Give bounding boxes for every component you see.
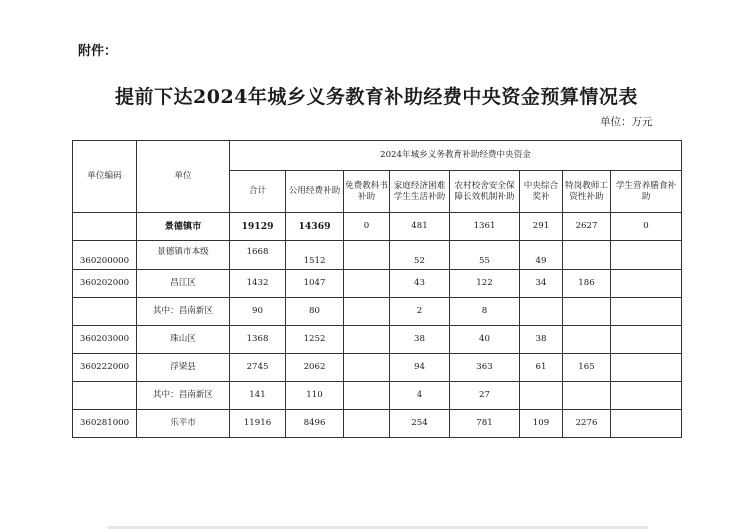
row-cell: 52 (390, 241, 450, 270)
row-cell: 122 (450, 270, 520, 298)
row-cell (344, 382, 390, 410)
row-cell: 1047 (286, 270, 344, 298)
row-cell (563, 382, 611, 410)
row-cell (611, 270, 682, 298)
row-unit: 其中：昌南新区 (137, 382, 230, 410)
row-cell: 110 (286, 382, 344, 410)
row-cell: 43 (390, 270, 450, 298)
row-cell (344, 326, 390, 354)
row-cell: 186 (563, 270, 611, 298)
row-code: 360203000 (73, 326, 137, 354)
header-column: 学生营养膳食补助 (611, 171, 682, 213)
row-cell: 2745 (230, 354, 286, 382)
row-code: 360202000 (73, 270, 137, 298)
row-cell: 165 (563, 354, 611, 382)
document-title: 提前下达2024年城乡义务教育补助经费中央资金预算情况表 (115, 86, 638, 108)
row-cell: 781 (450, 410, 520, 438)
row-unit: 景德镇市 (137, 213, 230, 241)
row-cell: 254 (390, 410, 450, 438)
header-column: 合计 (230, 171, 286, 213)
header-column: 公用经费补助 (286, 171, 344, 213)
row-cell: 8496 (286, 410, 344, 438)
table-row (73, 213, 682, 241)
attachment-label: 附件： (78, 44, 118, 59)
row-cell: 0 (611, 213, 682, 241)
row-unit: 珠山区 (137, 326, 230, 354)
header-code: 单位编码 (73, 141, 137, 213)
row-cell: 90 (230, 298, 286, 326)
header-column: 中央综合奖补 (520, 171, 563, 213)
table-row (73, 326, 682, 354)
row-cell (611, 298, 682, 326)
row-cell: 4 (390, 382, 450, 410)
row-cell: 94 (390, 354, 450, 382)
row-cell: 61 (520, 354, 563, 382)
row-code (73, 382, 137, 410)
row-cell: 291 (520, 213, 563, 241)
row-cell: 14369 (286, 213, 344, 241)
row-code (73, 298, 137, 326)
row-cell: 1368 (230, 326, 286, 354)
row-cell: 80 (286, 298, 344, 326)
row-cell (611, 410, 682, 438)
row-cell: 2276 (563, 410, 611, 438)
row-cell: 1512 (286, 241, 344, 270)
table-row (73, 241, 682, 270)
row-cell (344, 241, 390, 270)
row-cell: 49 (520, 241, 563, 270)
row-cell: 8 (450, 298, 520, 326)
row-cell: 40 (450, 326, 520, 354)
row-unit: 其中：昌南新区 (137, 298, 230, 326)
row-cell (611, 326, 682, 354)
row-code: 360281000 (73, 410, 137, 438)
row-cell: 19129 (230, 213, 286, 241)
table-row (73, 382, 682, 410)
row-cell (520, 298, 563, 326)
row-cell (611, 382, 682, 410)
row-code: 360222000 (73, 354, 137, 382)
row-cell: 481 (390, 213, 450, 241)
row-cell (344, 270, 390, 298)
row-cell (611, 241, 682, 270)
row-cell: 1361 (450, 213, 520, 241)
row-cell: 1252 (286, 326, 344, 354)
row-cell: 2 (390, 298, 450, 326)
row-unit: 浮梁县 (137, 354, 230, 382)
row-cell: 55 (450, 241, 520, 270)
header-column: 特岗教师工资性补助 (563, 171, 611, 213)
header-column: 家庭经济困难学生生活补助 (390, 171, 450, 213)
row-cell (563, 326, 611, 354)
row-cell: 141 (230, 382, 286, 410)
row-cell: 363 (450, 354, 520, 382)
row-cell: 38 (390, 326, 450, 354)
unit-label: 单位：万元 (600, 116, 653, 128)
row-code (73, 213, 137, 241)
row-cell: 11916 (230, 410, 286, 438)
row-cell (611, 354, 682, 382)
row-cell (344, 410, 390, 438)
row-cell: 34 (520, 270, 563, 298)
row-cell (563, 241, 611, 270)
header-row-group (73, 141, 682, 171)
row-unit: 昌江区 (137, 270, 230, 298)
row-unit: 乐平市 (137, 410, 230, 438)
row-cell (344, 298, 390, 326)
row-cell: 109 (520, 410, 563, 438)
row-cell: 0 (344, 213, 390, 241)
row-cell: 2627 (563, 213, 611, 241)
header-column: 免费教科书补助 (344, 171, 390, 213)
row-cell (344, 354, 390, 382)
header-group: 2024年城乡义务教育补助经费中央资金 (230, 141, 682, 171)
row-cell: 1668 (230, 241, 286, 270)
row-code: 360200000 (73, 241, 137, 270)
row-cell (563, 298, 611, 326)
row-cell (520, 382, 563, 410)
row-cell: 2062 (286, 354, 344, 382)
table-row (73, 354, 682, 382)
header-unit: 单位 (137, 141, 230, 213)
header-column: 农村校舍安全保障长效机制补助 (450, 171, 520, 213)
budget-table (72, 140, 682, 438)
table-row (73, 410, 682, 438)
table-row (73, 270, 682, 298)
row-unit: 景德镇市本级 (137, 241, 230, 270)
row-cell: 1432 (230, 270, 286, 298)
row-cell: 27 (450, 382, 520, 410)
table-row (73, 298, 682, 326)
row-cell: 38 (520, 326, 563, 354)
page-bottom-edge (108, 526, 648, 529)
